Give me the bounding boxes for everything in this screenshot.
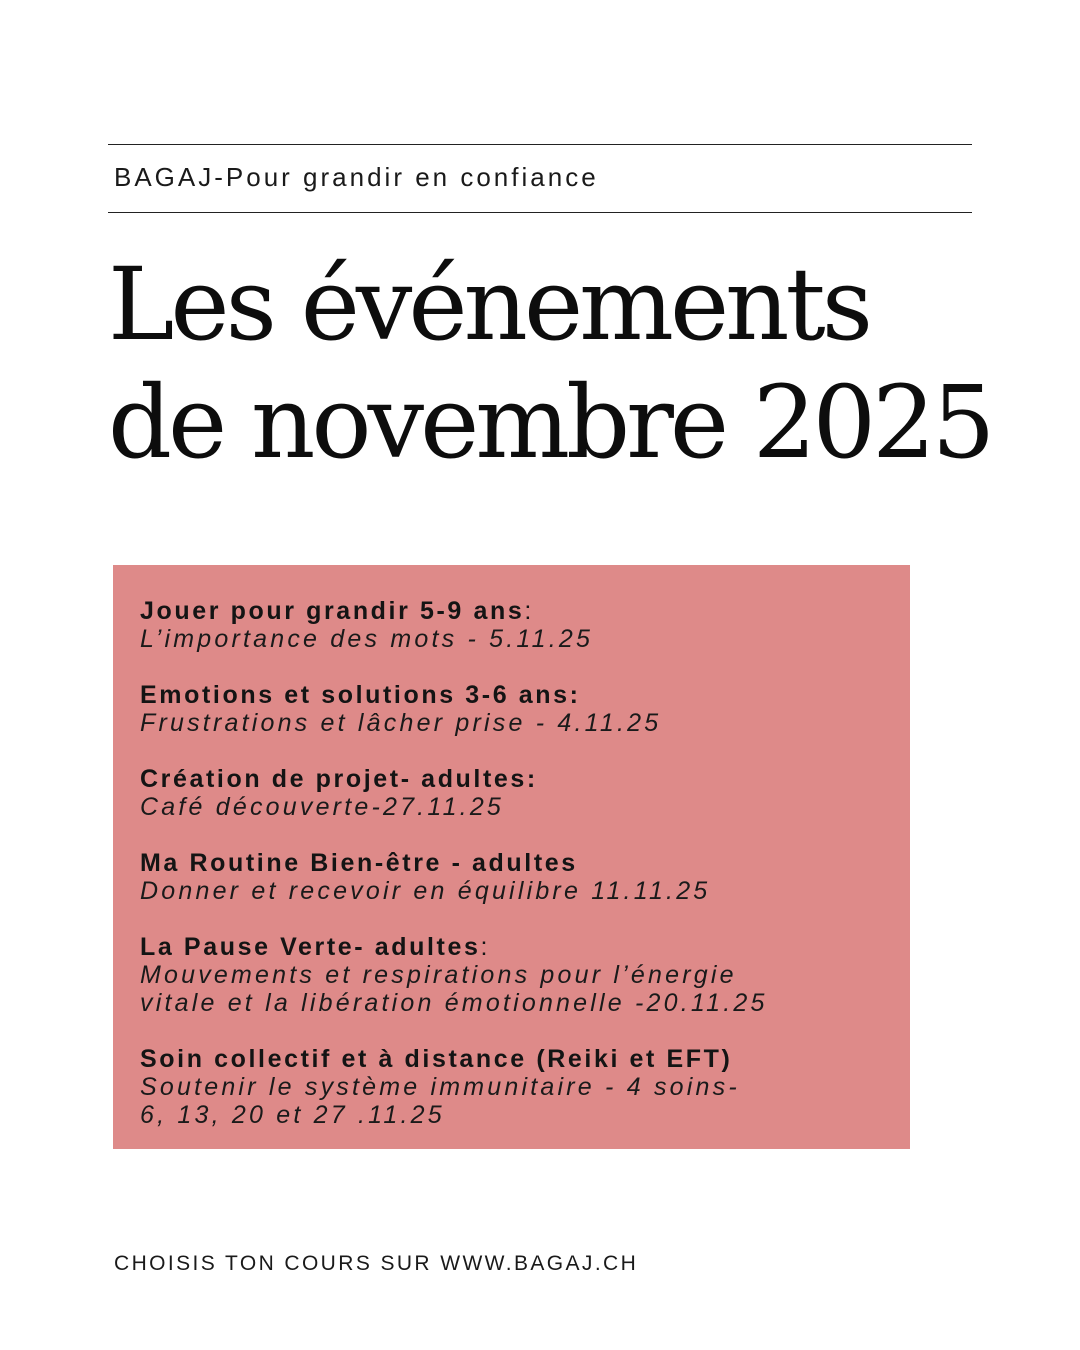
event-heading: Jouer pour grandir 5-9 ans: [140,597,534,625]
event-heading: Création de projet- adultes: [140,765,538,793]
event-detail: L’importance des mots - 5.11.25 [140,625,594,653]
event-item [140,597,890,653]
event-detail: Soutenir le système immunitaire - 4 soins- 6, 13, 20 et 27 .11.25 [140,1073,740,1129]
event-detail: Mouvements et respirations pour l’énergie vitale et la libération émotionnelle -20.11.25 [140,961,768,1017]
event-item [140,1045,890,1129]
event-detail: Donner et recevoir en équilibre 11.11.25 [140,877,711,905]
bottom-divider [108,212,972,213]
event-item [140,765,890,821]
page-title-line-2: de novembre 2025 [108,364,992,481]
footer-call-to-action: CHOISIS TON COURS SUR WWW.BAGAJ.CH [114,1252,639,1275]
top-divider [108,144,972,145]
event-detail: Café découverte-27.11.25 [140,793,505,821]
event-item [140,933,890,1017]
event-detail: Frustrations et lâcher prise - 4.11.25 [140,709,662,737]
tagline: BAGAJ-Pour grandir en confiance [114,162,599,192]
page-title [108,246,991,482]
event-heading: Ma Routine Bien-être - adultes [140,849,578,877]
events-list [113,565,910,1149]
event-heading: Emotions et solutions 3-6 ans: [140,681,581,709]
event-heading: La Pause Verte- adultes: [140,933,491,961]
event-item [140,681,890,737]
page-title-line-1: Les événements [108,246,870,363]
event-heading: Soin collectif et à distance (Reiki et EFT) [140,1045,733,1073]
event-item [140,849,890,905]
